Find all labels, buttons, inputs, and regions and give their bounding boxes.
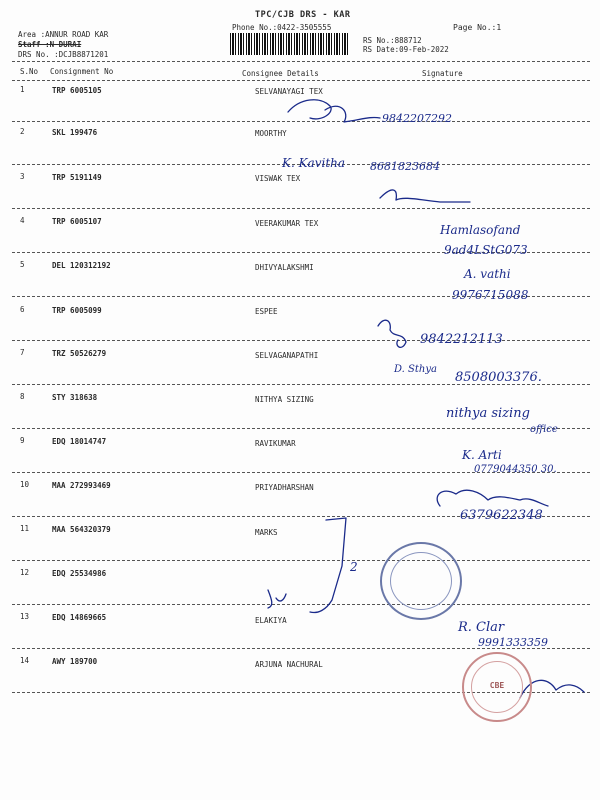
row-consignee: PRIYADHARSHAN <box>255 483 314 492</box>
handwritten-note: Hamlasofand <box>440 223 521 237</box>
row-consignee: SELVAGANAPATHI <box>255 351 319 360</box>
row-consignment: EDQ 18014747 <box>52 437 107 446</box>
row-sno: 13 <box>20 612 30 621</box>
row-consignee: RAVIKUMAR <box>255 439 296 448</box>
handwritten-phone: 9991333359 <box>478 636 548 649</box>
row-consignment: AWY 189700 <box>52 657 98 666</box>
row-consignee: VISWAK TEX <box>255 174 301 183</box>
row-sno: 9 <box>20 436 25 445</box>
row-consignment: TRP 6005107 <box>52 217 102 226</box>
stamp-text: CBE <box>489 681 505 690</box>
handwritten-name: K. Arti <box>462 448 502 462</box>
handwritten-name: D. Sthya <box>394 364 437 375</box>
row-consignment: TRP 6005099 <box>52 306 102 315</box>
col-header-signature: Signature <box>422 69 463 78</box>
area-label: Area :ANNUR ROAD KAR <box>18 30 109 39</box>
row-sno: 10 <box>20 480 30 489</box>
handwritten-note: office <box>530 424 558 435</box>
row-consignment: TRP 6005105 <box>52 86 102 95</box>
row-sno: 4 <box>20 216 25 225</box>
page-number: Page No.:1 <box>453 23 502 32</box>
row-consignee: MOORTHY <box>255 129 287 138</box>
rs-date: RS Date:09-Feb-2022 <box>363 45 449 54</box>
row-consignee: SELVANAYAGI TEX <box>255 87 323 96</box>
row-consignment: SKL 199476 <box>52 128 98 137</box>
row-consignment: STY 318638 <box>52 393 98 402</box>
col-header-sno: S.No <box>20 67 39 76</box>
drs-number: DRS No. :DCJB8871201 <box>18 50 109 59</box>
handwritten-name: R. Clar <box>458 620 505 635</box>
rs-number: RS No.:888712 <box>363 36 422 45</box>
row-consignee: ELAKIYA <box>255 616 287 625</box>
handwritten-phone: 8681823684 <box>370 160 440 173</box>
phone-number: Phone No.:0422-3505555 <box>232 23 332 32</box>
row-consignee: MARKS <box>255 528 278 537</box>
staff-label: Staff :N DURAI <box>18 40 82 49</box>
handwritten-note: 9ad4LStG073 <box>444 243 528 257</box>
handwritten-note: nithya sizing <box>446 406 530 421</box>
row-consignee: DHIVYALAKSHMI <box>255 263 314 272</box>
row-consignee: VEERAKUMAR TEX <box>255 219 319 228</box>
round-stamp <box>462 652 532 722</box>
row-sno: 11 <box>20 524 30 533</box>
handwritten-name: A. vathi <box>464 267 511 281</box>
row-sno: 8 <box>20 392 25 401</box>
row-sno: 5 <box>20 260 25 269</box>
col-header-consignment: Consignment No <box>50 67 114 76</box>
row-sno: 12 <box>20 568 30 577</box>
handwritten-phone: 9842212113 <box>420 332 503 347</box>
row-sno: 2 <box>20 127 25 136</box>
row-consignment: EDQ 25534986 <box>52 569 107 578</box>
row-sno: 6 <box>20 305 25 314</box>
row-consignment: MAA 564320379 <box>52 525 111 534</box>
handwritten-phone: 0779044350 30. <box>474 464 557 475</box>
row-consignment: DEL 120312192 <box>52 261 111 270</box>
handwritten-phone: 9976715088 <box>452 288 529 302</box>
row-consignment: EDQ 14869665 <box>52 613 107 622</box>
row-sno: 7 <box>20 348 25 357</box>
document-title: TPC/CJB DRS - KAR <box>255 10 351 20</box>
row-consignment: TRP 5191149 <box>52 173 102 182</box>
row-consignee: ARJUNA NACHURAL <box>255 660 323 669</box>
row-consignee: NITHYA SIZING <box>255 395 314 404</box>
row-sno: 3 <box>20 172 25 181</box>
row-sno: 1 <box>20 85 25 94</box>
handwritten-phone: 9842207292 <box>382 112 452 125</box>
handwritten-phone: 6379622348 <box>460 508 543 523</box>
col-header-consignee: Consignee Details <box>242 69 319 78</box>
round-stamp <box>380 542 462 620</box>
handwritten-mark: 2 <box>350 560 358 574</box>
row-consignment: TRZ 50526279 <box>52 349 107 358</box>
handwritten-phone: 8508003376. <box>455 370 542 385</box>
row-sno: 14 <box>20 656 30 665</box>
row-consignment: MAA 272993469 <box>52 481 111 490</box>
row-consignee: ESPEE <box>255 307 278 316</box>
handwritten-name: K. Kavitha <box>282 156 346 170</box>
stamp-inner-ring <box>390 552 452 610</box>
